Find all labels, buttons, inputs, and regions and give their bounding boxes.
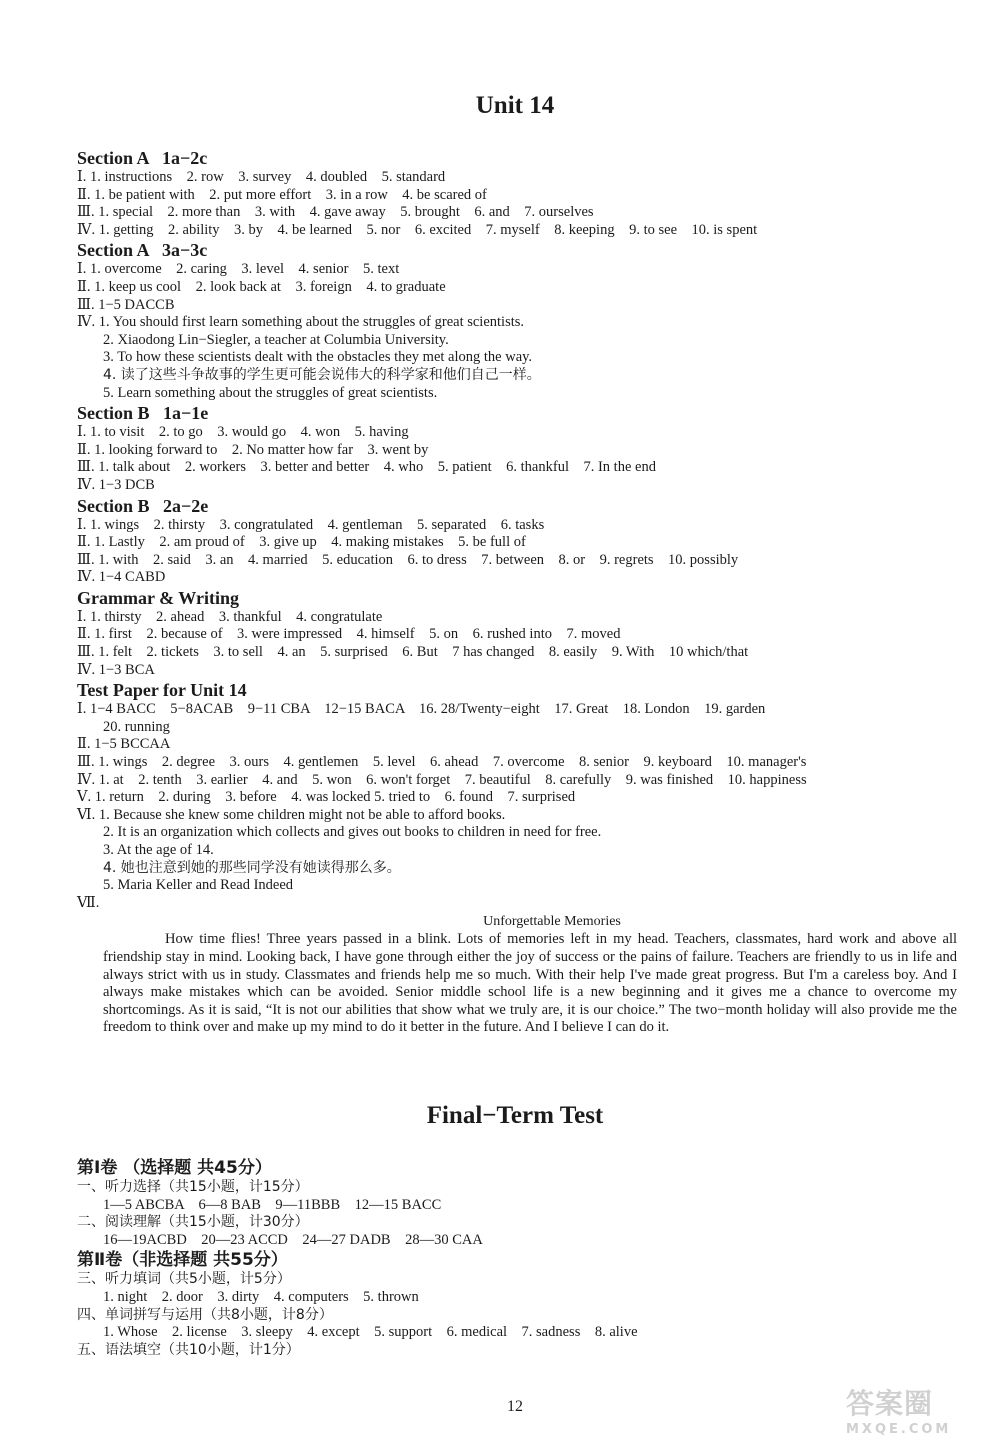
- section-heading: Test Paper for Unit 14: [77, 680, 247, 701]
- question-type-heading: 一、听力选择（共15小题，计15分）: [77, 1179, 309, 1195]
- section-heading: Section B 1a−1e: [77, 403, 209, 424]
- answer-line: 4. 读了这些斗争故事的学生更可能会说伟大的科学家和他们自己一样。: [103, 366, 541, 383]
- answer-line: 2. It is an organization which collects and gives out books to children in need for free.: [103, 824, 602, 841]
- section-heading: Section B 2a−2e: [77, 495, 209, 516]
- final-term-title: Final−Term Test: [426, 1102, 604, 1129]
- answer-line: Ⅰ. 1. instructions 2. row 3. survey 4. doubled 5. standard: [77, 169, 446, 185]
- answer-line: Ⅲ. 1. wings 2. degree 3. ours 4. gentlemen 5. level 6. ahead 7. overcome 8. senior 9. keyboard 10. manager's: [77, 754, 807, 771]
- answer-line: Ⅴ. 1. return 2. during 3. before 4. was locked 5. tried to 6. found 7. surprised: [77, 789, 576, 806]
- answer-line: Ⅰ. 1. to visit 2. to go 3. would go 4. won 5. having: [77, 424, 409, 441]
- answer-line: Ⅲ. 1. special 2. more than 3. with 4. gave away 5. brought 6. and 7. ourselves: [77, 204, 594, 221]
- section-heading: Section A 1a−2c: [77, 148, 208, 168]
- answer-line: 4. 她也注意到她的那些同学没有她读得那么多。: [103, 859, 401, 876]
- answer-line: 16—19ACBD 20—23 ACCD 24—27 DADB 28—30 CAA: [103, 1231, 483, 1248]
- answer-line: 1. Whose 2. license 3. sleepy 4. except 5. support 6. medical 7. sadness 8. alive: [103, 1324, 638, 1341]
- part-heading: 第Ⅱ卷（非选择题 共55分）: [77, 1250, 288, 1271]
- answer-line: Ⅰ. 1. wings 2. thirsty 3. congratulated 4. gentleman 5. separated 6. tasks: [77, 516, 545, 533]
- answer-line: 2. Xiaodong Lin−Siegler, a teacher at Columbia University.: [103, 331, 449, 348]
- answer-line: Ⅱ. 1. Lastly 2. am proud of 3. give up 4. making mistakes 5. be full of: [77, 534, 526, 551]
- answer-line: Ⅳ. 1−3 BCA: [77, 661, 155, 678]
- answer-line: Ⅳ. 1−4 CABD: [77, 569, 166, 586]
- answer-line: 3. To how these scientists dealt with the obstacles they met along the way.: [103, 349, 533, 366]
- answer-line: Ⅰ. 1. overcome 2. caring 3. level 4. senior 5. text: [77, 261, 400, 278]
- final-term-answers: [77, 1157, 967, 1359]
- answer-line: Ⅳ. 1. You should first learn something about the struggles of great scientists.: [77, 314, 525, 331]
- answer-line: Ⅱ. 1−5 BCCAA: [77, 736, 171, 753]
- section-heading: Grammar & Writing: [77, 587, 239, 608]
- watermark-url: MXQE.COM: [846, 1422, 952, 1437]
- answer-line: Ⅱ. 1. first 2. because of 3. were impressed 4. himself 5. on 6. rushed into 7. moved: [77, 626, 621, 643]
- answer-line: Ⅱ. 1. be patient with 2. put more effort 3. in a row 4. be scared of: [77, 186, 487, 203]
- essay-label: Ⅶ.: [77, 894, 100, 911]
- question-type-heading: 五、语法填空（共10小题，计1分）: [77, 1341, 300, 1358]
- answer-line: Ⅲ. 1. talk about 2. workers 3. better and better 4. who 5. patient 6. thankful 7. In the end: [77, 459, 656, 476]
- answer-line: 1—5 ABCBA 6—8 BAB 9—11BBB 12—15 BACC: [103, 1196, 442, 1213]
- page-number: 12: [507, 1398, 523, 1415]
- unit-answers: [77, 147, 967, 1037]
- answer-line: Ⅳ. 1. at 2. tenth 3. earlier 4. and 5. won 6. won't forget 7. beautiful 8. carefully 9. was finished 10. happiness: [77, 771, 807, 788]
- answer-line: Ⅰ. 1. thirsty 2. ahead 3. thankful 4. congratulate: [77, 608, 383, 625]
- answer-line: 5. Learn something about the struggles of great scientists.: [103, 384, 438, 401]
- answer-line: 20. running: [103, 718, 170, 735]
- answer-line: 3. At the age of 14.: [103, 842, 214, 858]
- section-heading: Section A 3a−3c: [77, 240, 208, 261]
- question-type-heading: 三、听力填词（共5小题，计5分）: [77, 1271, 291, 1288]
- question-type-heading: 四、单词拼写与运用（共8小题，计8分）: [77, 1306, 333, 1323]
- answer-line: 1. night 2. door 3. dirty 4. computers 5. thrown: [103, 1288, 419, 1305]
- answer-line: Ⅲ. 1. felt 2. tickets 3. to sell 4. an 5. surprised 6. But 7 has changed 8. easily 9. With 10 which/that: [77, 644, 749, 661]
- answer-line: Ⅲ. 1. with 2. said 3. an 4. married 5. education 6. to dress 7. between 8. or 9. regrets 10. possibly: [77, 551, 739, 568]
- answer-line: Ⅳ. 1. getting 2. ability 3. by 4. be learned 5. nor 6. excited 7. myself 8. keeping 9. to see 10. is spent: [77, 221, 758, 238]
- part-heading: 第Ⅰ卷 （选择题 共45分）: [77, 1158, 272, 1178]
- answer-line: Ⅱ. 1. looking forward to 2. No matter how far 3. went by: [77, 441, 429, 458]
- answer-line: Ⅲ. 1−5 DACCB: [77, 296, 175, 313]
- essay-body: How time flies! Three years passed in a blink. Lots of memories left in my head. Teachers, classmates, hard work and above all friendship stay in mind. Looking back, I have gone through either the joy of success or the pains of failure. Teachers are friendly to us in life and always strict with us in study. Classmates and friends help me so much. With their help I've made great progress. But I'm a careless boy. And I always make mistakes which can be avoided. Senior middle school life is a new beginning and it gives me a chance to overcome my shortcomings. As it is said, “It is not our abilities that show what we truly are, it is our choice.” The two−month holiday will also provide me the freedom to think over and make up my mind to do it better in the future. And I believe I can do it.: [103, 931, 957, 1036]
- unit-title: Unit 14: [475, 92, 555, 119]
- answer-line: 5. Maria Keller and Read Indeed: [103, 877, 294, 894]
- answer-line: Ⅰ. 1−4 BACC 5−8ACAB 9−11 CBA 12−15 BACA 16. 28/Twenty−eight 17. Great 18. London 19. garden: [77, 701, 766, 718]
- watermark-logo: [846, 1382, 996, 1442]
- answer-line: Ⅵ. 1. Because she knew some children might not be able to afford books.: [77, 806, 506, 823]
- question-type-heading: 二、阅读理解（共15小题，计30分）: [77, 1214, 309, 1231]
- essay-title: Unforgettable Memories: [483, 914, 621, 930]
- watermark-text: 答案圈: [846, 1387, 934, 1420]
- answer-line: Ⅱ. 1. keep us cool 2. look back at 3. foreign 4. to graduate: [77, 278, 446, 295]
- answer-line: Ⅳ. 1−3 DCB: [77, 476, 155, 493]
